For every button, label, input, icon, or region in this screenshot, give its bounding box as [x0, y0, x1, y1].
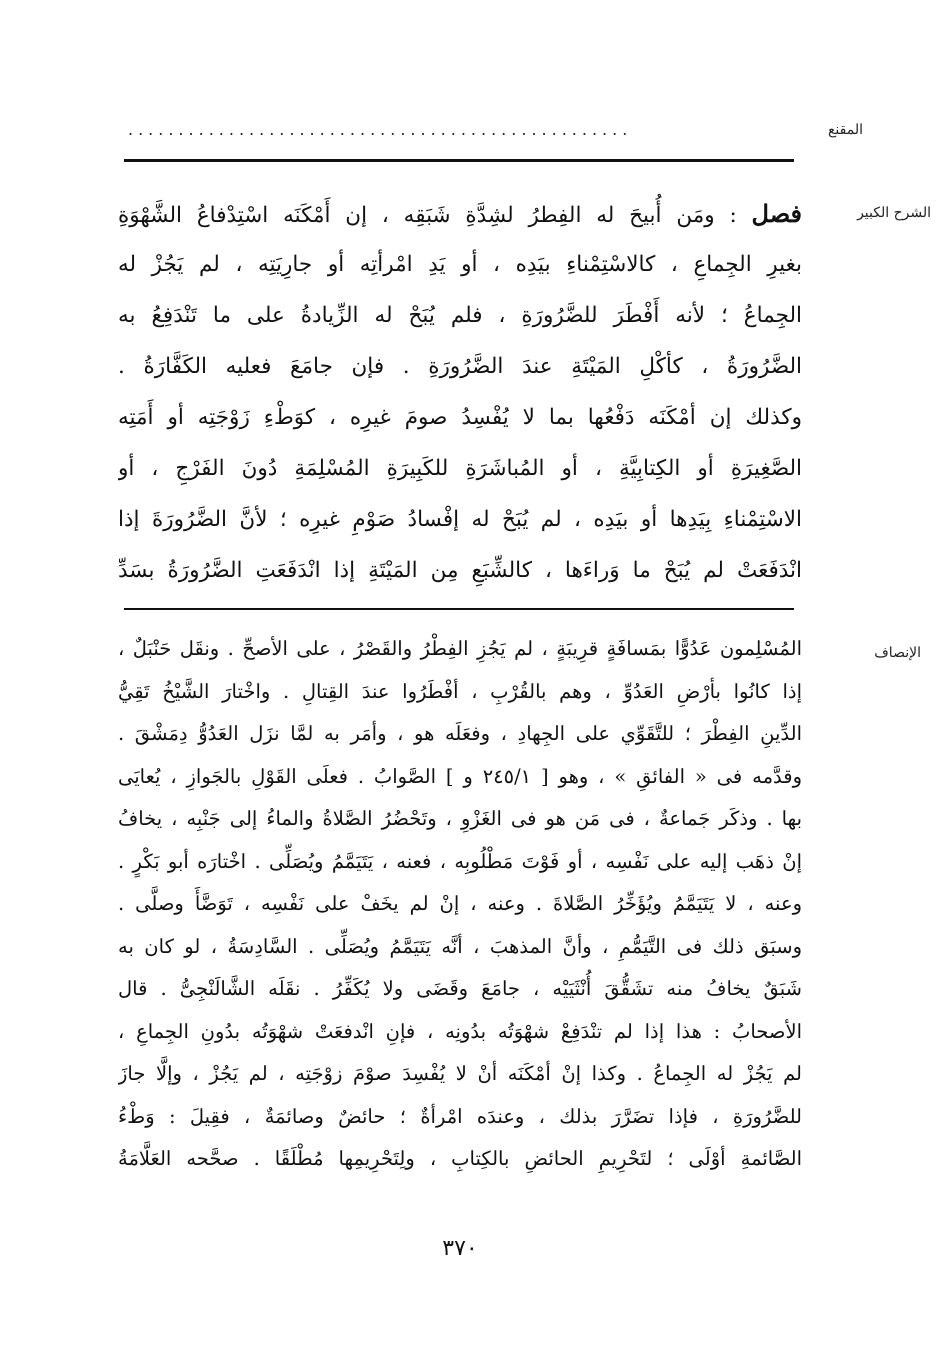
line-text: : ومَن أُبيحَ له الفِطرُ لشِدَّةِ شَبَقِه ، إن أَمْكَنَه اسْتِدْفاعُ الشَّهْوَةِ [118, 203, 737, 228]
text-line: الجِماعُ ؛ لأنه أَفْطَرَ للضَّرُورَةِ ، فلم يُبَحْ له الزِّيادةُ على ما تَنْدَفِعُ به [118, 303, 802, 328]
section-heading: فصل [751, 199, 802, 228]
text-line: الدِّينِ الفِطْرَ ؛ للتَّقَوِّي على الجِهادِ ، وفعَلَه هو ، وأمَر به لمَّا نزَل العَدُوُّ دِمَشْقَ . [118, 722, 802, 745]
text-line: وقدَّمه فى « الفائقِ » ، وهو [ ٢٤٥/١ و ] الصَّوابُ . فعلَى القَوْلِ بالجَوازِ ، يُعايَى [118, 764, 802, 788]
section-divider [124, 608, 794, 610]
text-line [118, 188, 802, 239]
text-line: وسبَق ذلك فى التَّيَمُّمِ ، وأنَّ المذهبَ ، أنَّه يَتَيَمَّمُ ويُصَلِّى . السَّادِسَةُ ، لو كان به [118, 934, 802, 958]
text-line: وعنه ، لا يَتَيَمَّمُ ويُؤَخِّرُ الصَّلاةَ . وعنه ، إنْ لم يخَفْ على نَفْسِه ، تَوَضَّأَ وصلَّى . [118, 892, 802, 915]
sharh-text-block [118, 188, 802, 596]
text-line: لم يَجُزْ له الجِماعُ . وكذا إنْ أمْكَنَه أنْ لا يُفْسِدَ صوْمَ زوْجَتِه ، لم يَجُزْ ، وإلَّا جازَ [118, 1062, 802, 1085]
text-line: بغيرِ الجِماعِ ، كالاسْتِمْناءِ بيَدِه ، أو يَدِ امْرأتِه أو جارِيَتِه ، لم يَجُزْ له [118, 252, 802, 277]
text-line: شَبَقٌ يخافُ منه تشَقُّقَ أُنْثَيَيْه ، جامَعَ وقَضَى ولا يُكَفِّرُ . نقَلَه الشَّالَنْجِىُّ . قال [118, 977, 802, 1000]
section-label-insaf: الإنصاف [874, 645, 921, 661]
insaf-text-block [118, 628, 802, 1181]
section-label-sharh: الشرح الكبير [857, 205, 931, 221]
text-line: للضَّرُورَةِ ، فإذا تضَرَّرَ بذلك ، وعندَه امْرأةٌ ؛ حائضٌ وصائمَةٌ ، فقِيلَ : وَطْءُ [118, 1104, 802, 1128]
text-line: إنْ ذهَب إليه على نَفْسِه ، أو فَوْتَ مَطْلُوبِه ، فعنه ، يَتَيَمَّمُ ويُصَلِّى . اخْتارَه أبو بَكْرٍ . [118, 849, 802, 873]
text-line: الضَّرُورَةُ ، كأكْلِ المَيْتَةِ عندَ الضَّرُورَةِ . فإن جامَعَ فعليه الكَفَّارَةُ . [118, 354, 802, 379]
text-line: الصَّائمةِ أوْلَى ؛ لتَحْرِيمِ الحائضِ بالكِتابِ ، ولِتَحْرِيمِها مُطْلَقًا . صحَّحه العَلَّامَةُ [118, 1147, 802, 1170]
text-line: وكذلك إن أمْكَنَه دَفْعُها بما لا يُفْسِدُ صومَ غيرِه ، كوَطْءِ زَوْجَتِه أو أَمَتِه [118, 405, 802, 430]
text-line: الصَّغِيرَةِ أو الكِتابِيَّةِ ، أو المُباشَرَةِ للكَبِيرَةِ المُسْلِمَةِ دُونَ الفَرْجِ ، أو [118, 456, 802, 481]
text-line: المُسْلِمون عَدُوًّا بمَسافَةٍ قرِيبَةٍ ، لم يَجُزِ الفِطْرُ والقَصْرُ ، على الأصحِّ . ونقَل حَنْبَلٌ ، [118, 637, 802, 660]
header-rule [124, 159, 794, 162]
text-line: الاسْتِمْناءِ بِيَدِها أو بيَدِه ، لم يُبَحْ له إفْسادُ صَوْمِ غيرِه ؛ لأنَّ الضَّرُورَةَ إذا [118, 507, 802, 532]
text-line: بها . وذكَر جَماعةٌ ، فى مَن هو فى الغَزْوِ ، وتَحْضُرُ الصَّلاةُ والماءُ إلى جَنْبِه ، يخافُ [118, 807, 802, 830]
page-number: ٣٧٠ [442, 1236, 478, 1261]
text-line: انْدَفَعَتْ لم يُبَحْ ما وَراءَها ، كالشِّبَعِ مِن المَيْتَةِ إذا انْدَفَعَتِ الضَّرُورَةُ بسَدِّ [118, 558, 802, 583]
header-dotted-leader: .................................................. [128, 120, 633, 139]
text-line: إذا كانُوا بأرْضِ العَدُوِّ ، وهم بالقُرْبِ ، أفْطَرُوا عندَ القِتالِ . واخْتارَ الشَّيْخُ تَقِيُّ [118, 679, 802, 703]
text-line: الأصحابُ : هذا إذا لم تنْدَفِعْ شهْوَتُه بدُونِه ، فإنِ انْدفعَتْ شهْوَتُه بدُونِ الجِماعِ ، [118, 1019, 802, 1043]
header-book-label: المقنع [827, 122, 863, 138]
